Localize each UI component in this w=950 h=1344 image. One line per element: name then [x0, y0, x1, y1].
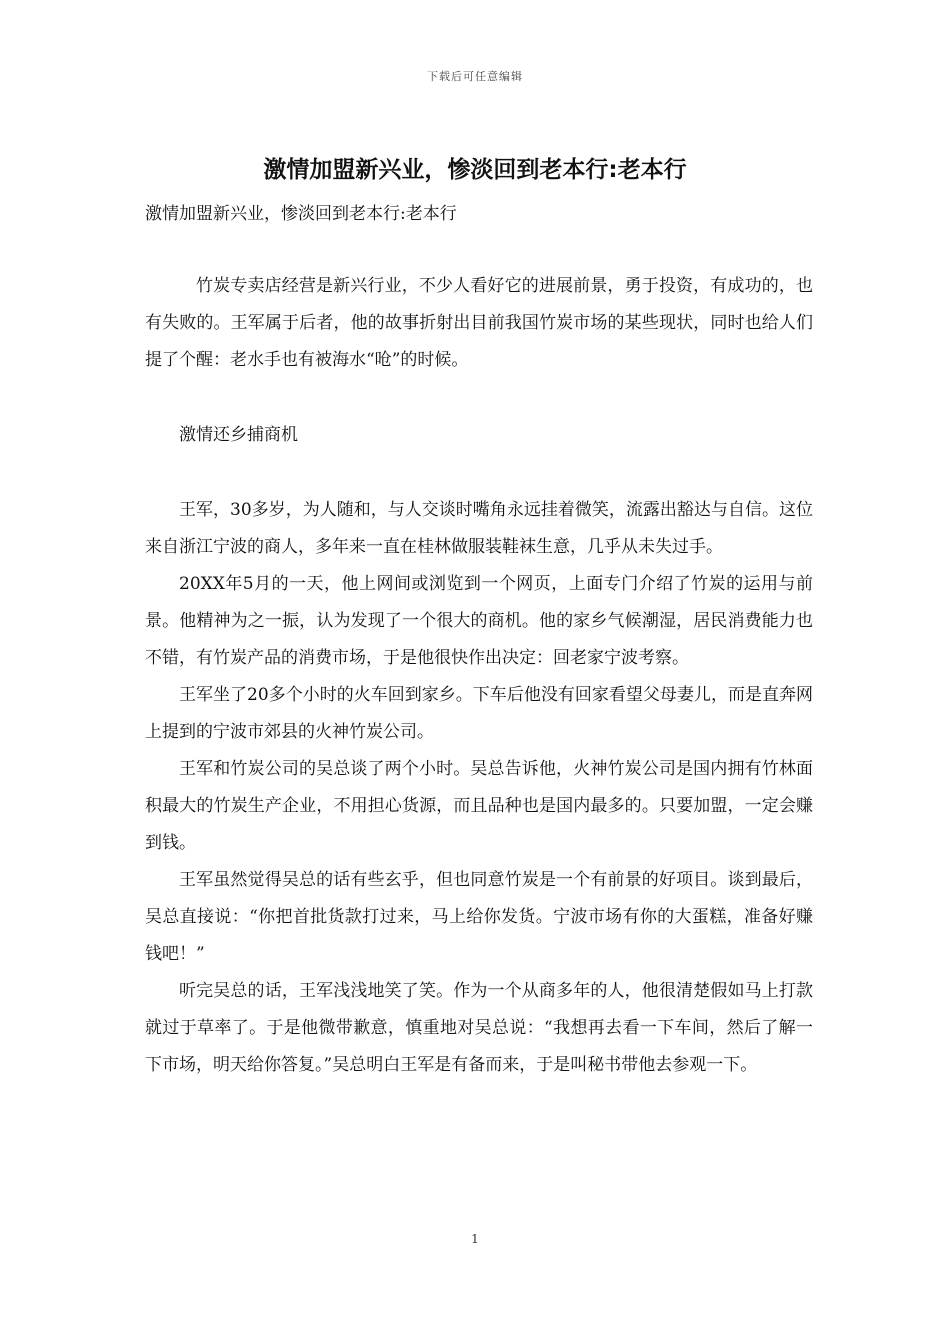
- section-heading: 激情还乡捕商机: [179, 425, 298, 445]
- body-paragraph: 王军虽然觉得吴总的话有些玄乎，但也同意竹炭是一个有前景的好项目。谈到最后，吴总直接说：“你把首批货款打过来，马上给你发货。宁波市场有你的大蛋糕，准备好赚钱吧！”: [145, 870, 813, 964]
- document-subtitle: 激情加盟新兴业，惨淡回到老本行:老本行: [145, 204, 457, 224]
- article-body: [145, 492, 813, 1084]
- intro-paragraph: 竹炭专卖店经营是新兴行业，不少人看好它的进展前景，勇于投资，有成功的，也有失败的。王军属于后者，他的故事折射出目前我国竹炭市场的某些现状，同时也给人们提了个醒：老水手也有被海水“呛”的时候。: [145, 276, 813, 370]
- body-paragraph: 听完吴总的话，王军浅浅地笑了笑。作为一个从商多年的人，他很清楚假如马上打款就过于草率了。于是他微带歉意，慎重地对吴总说：“我想再去看一下车间，然后了解一下市场，明天给你答复。”吴总明白王军是有备而来，于是叫秘书带他去参观一下。: [145, 981, 813, 1075]
- section-heading-block: [145, 417, 813, 454]
- document-title: 激情加盟新兴业，惨淡回到老本行:老本行: [263, 157, 687, 183]
- intro-block: [145, 268, 813, 379]
- body-paragraph: 王军坐了20多个小时的火车回到家乡。下车后他没有回家看望父母妻儿，而是直奔网上提到的宁波市郊县的火神竹炭公司。: [145, 685, 813, 742]
- page-number: 1: [471, 1232, 479, 1246]
- body-paragraph: 20XX年5月的一天，他上网间或浏览到一个网页，上面专门介绍了竹炭的运用与前景。他精神为之一振，认为发现了一个很大的商机。他的家乡气候潮湿，居民消费能力也不错，有竹炭产品的消费市场，于是他很快作出决定：回老家宁波考察。: [145, 574, 813, 668]
- body-paragraph: 王军和竹炭公司的吴总谈了两个小时。吴总告诉他，火神竹炭公司是国内拥有竹林面积最大的竹炭生产企业，不用担心货源，而且品种也是国内最多的。只要加盟，一定会赚到钱。: [145, 759, 813, 853]
- page-header-note: 下载后可任意编辑: [427, 70, 523, 83]
- body-paragraph: 王军，30多岁，为人随和，与人交谈时嘴角永远挂着微笑，流露出豁达与自信。这位来自浙江宁波的商人，多年来一直在桂林做服装鞋袜生意，几乎从未失过手。: [145, 500, 813, 557]
